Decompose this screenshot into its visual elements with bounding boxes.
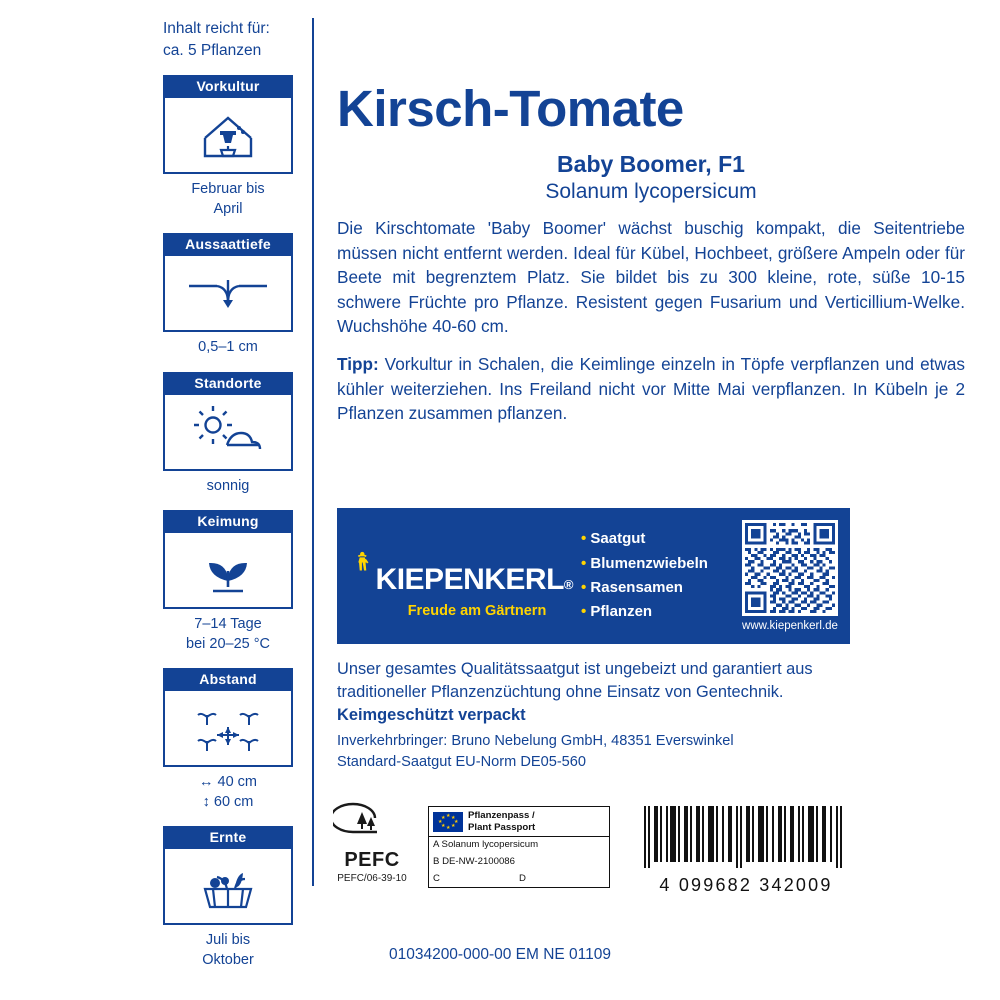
brand-name: KIEPENKERL bbox=[375, 563, 564, 596]
distributor-line: Inverkehrbringer: Bruno Nebelung GmbH, 48351 Everswinkel bbox=[337, 733, 734, 749]
passport-a-value: Solanum lycopersicum bbox=[441, 839, 539, 850]
kiepenkerl-logo bbox=[349, 533, 573, 619]
passport-c-label: C bbox=[433, 872, 440, 884]
lot-code: 01034200-000-00 EM NE 01109 bbox=[388, 946, 612, 963]
tip-paragraph bbox=[337, 352, 965, 425]
brand-url[interactable]: www.kiepenkerl.de bbox=[742, 620, 838, 632]
content-for-line1: Inhalt reicht für: bbox=[163, 20, 270, 37]
qr-code-icon[interactable] bbox=[742, 520, 838, 616]
pefc-logo bbox=[330, 794, 414, 884]
passport-d-label: D bbox=[519, 872, 526, 884]
info-block-caption: sonnig bbox=[206, 477, 250, 494]
info-block-title: Aussaattiefe bbox=[163, 233, 293, 256]
column-divider bbox=[312, 18, 314, 886]
list-item: • Blumenzwiebeln bbox=[581, 552, 708, 576]
passport-row-b bbox=[429, 854, 609, 871]
content-for-line2: ca. 5 Pflanzen bbox=[163, 42, 262, 60]
passport-b-label: B bbox=[433, 855, 440, 867]
packaging-note: Keimgeschützt verpackt bbox=[337, 705, 526, 724]
passport-title-line1: Pflanzenpass / bbox=[468, 810, 535, 821]
tip-label: Tipp: bbox=[337, 354, 379, 375]
list-item: • Pflanzen bbox=[581, 600, 708, 624]
page-title: Kirsch-Tomate bbox=[337, 80, 684, 137]
greenhouse-sowing-icon bbox=[163, 98, 293, 174]
passport-a-label: A bbox=[433, 839, 439, 850]
info-block-standorte bbox=[163, 372, 293, 497]
info-block-title: Ernte bbox=[163, 826, 293, 849]
pefc-code: PEFC/06-39-10 bbox=[337, 873, 407, 884]
seedling-icon bbox=[163, 533, 293, 609]
passport-b-value: DE-NW-2100086 bbox=[442, 855, 515, 867]
passport-title-line2: Plant Passport bbox=[468, 821, 536, 833]
info-block-keimung bbox=[163, 510, 293, 654]
brand-banner bbox=[337, 508, 850, 644]
quality-text: Unser gesamtes Qualitätssaatgut ist ungebeizt und garantiert aus traditioneller Pflanzenzüchtung ohne Einsatz von Gentechnik. bbox=[337, 660, 813, 701]
passport-row-a bbox=[429, 837, 609, 854]
variety-name: Baby Boomer, F1 bbox=[557, 150, 745, 177]
info-block-caption: 7–14 Tage bei 20–25 °C bbox=[186, 616, 270, 652]
eu-flag-icon: ★ ★ ★ ★ ★ ★ ★ ★ bbox=[433, 812, 463, 832]
kiepenkerl-figure-icon bbox=[355, 533, 370, 589]
barcode-number: 4 099682 342009 bbox=[659, 875, 833, 895]
sowing-depth-icon bbox=[163, 256, 293, 332]
standard-line: Standard-Saatgut EU-Norm DE05-560 bbox=[337, 754, 587, 771]
tip-body: Vorkultur in Schalen, die Keimlinge einzeln in Töpfe verpflanzen und etwas kühler weiterziehen. Ins Freiland nicht vor Mitte Mai verpflanzen. In Kübeln je 2 Pflanzen zusammen pflanzen. bbox=[337, 354, 965, 424]
info-block-abstand bbox=[163, 668, 293, 812]
description-text: Die Kirschtomate 'Baby Boomer' wächst buschig kompakt, die Seitentriebe müssen nicht entfernt werden. Ideal für Kübel, Hochbeet, größere Ampeln oder für Beete mit begrenztem Platz. Sie bildet bis zu 300 kleine, rote, süße 10-15 schwere Früchte pro Pflanze. Resistent gegen Fusarium und Verticillium-Welke. Wuchshöhe 40-60 cm. bbox=[337, 218, 965, 336]
info-block-title: Standorte bbox=[163, 372, 293, 395]
passport-row-cd bbox=[429, 871, 609, 887]
pefc-tree-icon bbox=[333, 794, 411, 842]
distributor-info bbox=[337, 731, 857, 773]
list-item: • Saatgut bbox=[581, 527, 708, 551]
ean-barcode bbox=[640, 806, 852, 896]
plant-passport bbox=[428, 806, 610, 888]
brand-slogan: Freude am Gärtnern bbox=[407, 603, 547, 619]
info-block-title: Vorkultur bbox=[163, 75, 293, 98]
harvest-basket-icon bbox=[163, 849, 293, 925]
info-block-caption: Juli bis Oktober bbox=[202, 932, 254, 968]
list-item: • Rasensamen bbox=[581, 576, 708, 600]
info-block-vorkultur bbox=[163, 75, 293, 219]
info-block-title: Abstand bbox=[163, 668, 293, 691]
plant-spacing-icon bbox=[163, 691, 293, 767]
sun-cloud-icon bbox=[163, 395, 293, 471]
registered-mark: ® bbox=[563, 577, 573, 592]
product-list bbox=[573, 527, 708, 624]
content-for-text bbox=[163, 18, 299, 63]
pefc-label: PEFC bbox=[344, 849, 400, 871]
info-block-caption: Februar bis April bbox=[191, 180, 265, 217]
info-block-caption: 0,5–1 cm bbox=[198, 339, 258, 356]
left-info-column bbox=[163, 18, 299, 985]
main-content bbox=[337, 82, 965, 426]
latin-name: Solanum lycopersicum bbox=[545, 180, 757, 204]
quality-statement bbox=[337, 658, 857, 727]
info-block-caption: ↔ 40 cm ↕ 60 cm bbox=[198, 774, 257, 810]
info-block-title: Keimung bbox=[163, 510, 293, 533]
info-block-aussaattiefe bbox=[163, 233, 293, 358]
qr-section bbox=[742, 520, 838, 632]
